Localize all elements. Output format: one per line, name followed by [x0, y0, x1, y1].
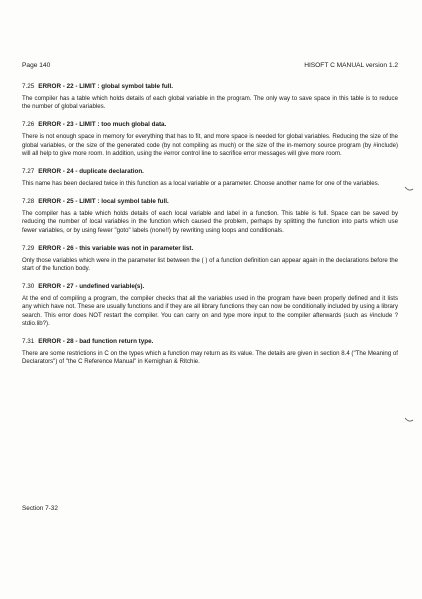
section-body: There is not enough space in memory for everything that has to fit, and more space is needed for global variables. Reducing the size of the global variables, or the size of the generated code (by not compiling as much) or the size of the in-memory source program (by #include) will all help to give more room. In addition, using the #error control line to sacrifice error messages will give more room.: [22, 133, 398, 157]
section-body: The compiler has a table which holds details of each global variable in the program. The only way to save space in this table is to reduce the number of global variables.: [22, 95, 398, 111]
section-body: This name has been declared twice in this function as a local variable or a parameter. Choose another name for one of the variables.: [22, 180, 380, 188]
section-number: 7.25: [22, 83, 35, 90]
section-heading: [22, 244, 398, 253]
section-number: 7.26: [22, 121, 35, 129]
margin-mark: [404, 417, 414, 423]
section-7-25: [22, 82, 398, 111]
page-content: [22, 82, 398, 375]
section-number: 7.28: [22, 198, 35, 206]
margin-mark: [404, 186, 414, 192]
page-number: Page 140: [22, 62, 51, 69]
section-number: 7.29: [22, 244, 35, 252]
section-title: ERROR - 25 - LIMIT : local symbol table full.: [38, 198, 169, 206]
section-body: The compiler has a table which holds details of each local variable and label in a function. This table is full. Space can be saved by reducing the number of local variables in the function which caused the problem, perhaps by splitting the function into parts which use fewer variables, or by using fewer "goto" labels (none!!) by rewriting using loops and conditionals.: [22, 210, 398, 234]
section-title: ERROR - 28 - bad function return type.: [38, 338, 154, 346]
section-title: ERROR - 22 - LIMIT : global symbol table full.: [38, 83, 173, 90]
section-body: There are some restrictions in C on the types which a function may return as its value. The details are given in section 8.4 ("The Meaning of Declarators") of "the C Reference Manual" in Kernighan & Ritchie.: [22, 350, 398, 366]
section-heading: [22, 282, 398, 291]
section-7-26: [22, 120, 398, 158]
section-number: 7.30: [22, 283, 35, 291]
section-7-31: [22, 337, 398, 366]
section-body: Only those variables which were in the parameter list between the ( ) of a function definition can appear again in the declarations before the start of the function body.: [22, 256, 398, 273]
section-title: ERROR - 27 - undefined variable(s).: [38, 283, 145, 291]
section-heading: [22, 82, 398, 91]
section-heading: [22, 337, 398, 346]
section-title: ERROR - 23 - LIMIT : too much global data.: [38, 121, 167, 129]
section-7-30: [22, 282, 398, 328]
section-heading: [22, 120, 398, 129]
page-header: [22, 61, 398, 71]
section-7-27: [22, 167, 398, 188]
section-heading: [22, 167, 398, 176]
section-number: 7.27: [22, 168, 35, 176]
page-footer: Section 7-32: [22, 505, 58, 512]
section-7-29: [22, 244, 398, 273]
section-body: At the end of compiling a program, the compiler checks that all the variables used in the program have been properly defined and it lists any which have not. These are usually functions and if they are all library functions they can now be conditionally included by using a library search. This error does NOT restart the compiler. You can carry on and type more input to the compiler afterwards (such as #include ?stdio.lib?).: [22, 295, 398, 327]
section-title: ERROR - 24 - duplicate declaration.: [38, 168, 144, 176]
manual-title: HISOFT C MANUAL version 1.2: [304, 62, 398, 69]
section-title: ERROR - 26 - this variable was not in parameter list.: [38, 244, 194, 252]
section-heading: [22, 197, 398, 206]
section-number: 7.31: [22, 338, 35, 346]
section-7-28: [22, 197, 398, 235]
